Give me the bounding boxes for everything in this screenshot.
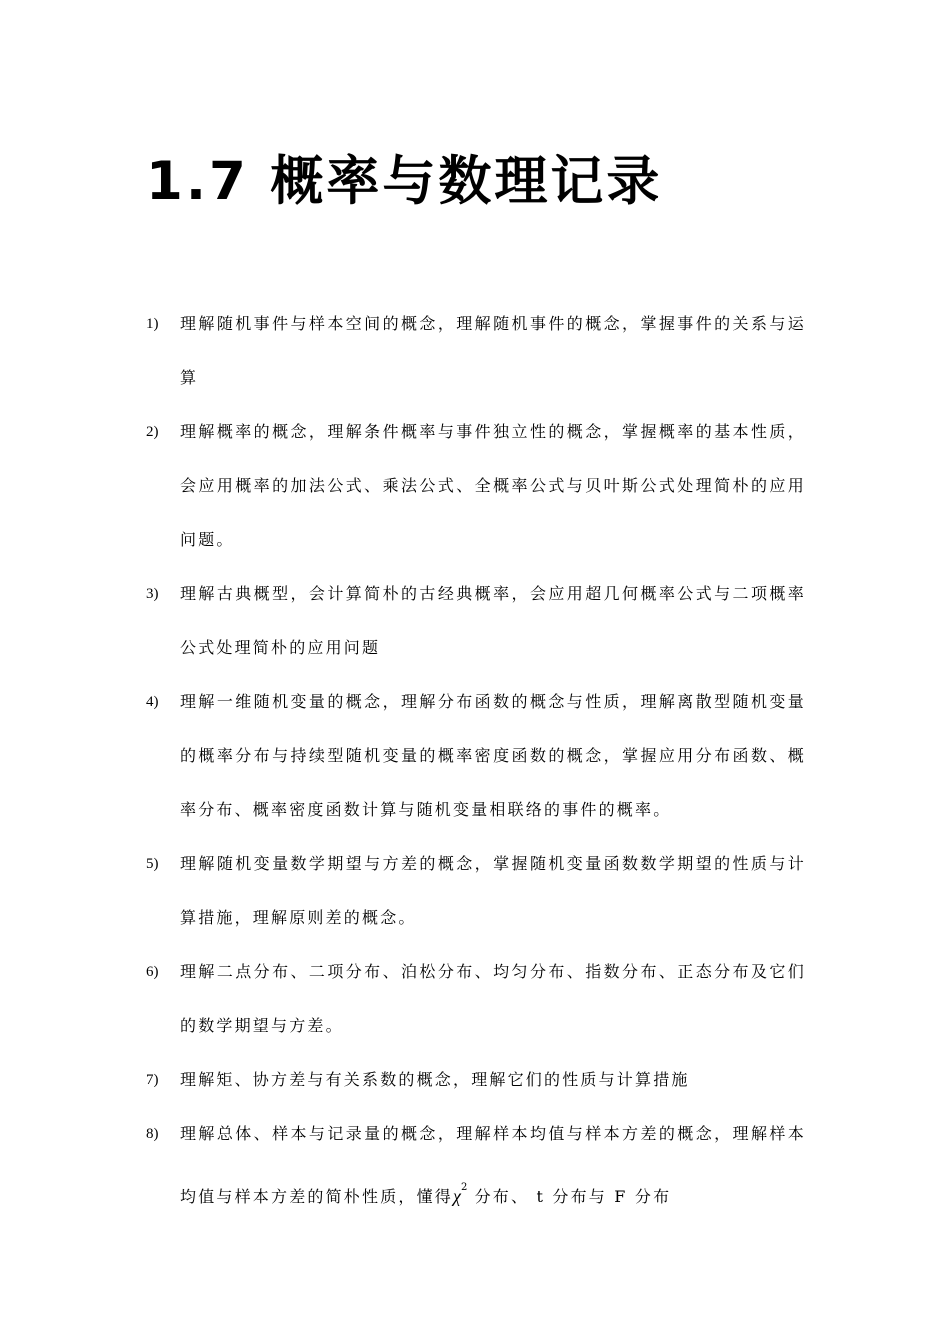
list-item-number: 5) <box>146 856 159 872</box>
list-item-text: 理解二点分布、二项分布、泊松分布、均匀分布、指数分布、正态分布及它们的数学期望与方差。 <box>180 962 806 1035</box>
list-item <box>146 837 806 945</box>
list-item-number: 1) <box>146 316 159 332</box>
list-item-number: 8) <box>146 1126 159 1142</box>
list-item-text: 理解随机变量数学期望与方差的概念，掌握随机变量函数数学期望的性质与计算措施，理解原则差的概念。 <box>180 854 806 927</box>
list-item-number: 3) <box>146 586 159 602</box>
list-item <box>146 1053 806 1107</box>
list-item-text: 理解矩、协方差与有关系数的概念，理解它们的性质与计算措施 <box>180 1070 690 1089</box>
list-item <box>146 297 806 405</box>
list-item <box>146 945 806 1053</box>
list-item-text: 理解古典概型，会计算简朴的古经典概率，会应用超几何概率公式与二项概率公式处理简朴的应用问题 <box>180 584 806 657</box>
list-item-number: 2) <box>146 424 159 440</box>
list-item <box>146 567 806 675</box>
list-item <box>146 1107 806 1224</box>
list-item-text: 理解一维随机变量的概念，理解分布函数的概念与性质，理解离散型随机变量的概率分布与持续型随机变量的概率密度函数的概念，掌握应用分布函数、概率分布、概率密度函数计算与随机变量相联络的事件的概率。 <box>180 692 806 819</box>
list-item-text-before: 理解总体、样本与记录量的概念，理解样本均值与样本方差的概念，理解样本均值与样本方差的简朴性质，懂得 <box>180 1124 806 1206</box>
list-item-text <box>180 1107 806 1224</box>
chi-square-symbol: χ <box>453 1186 461 1206</box>
list-item <box>146 405 806 567</box>
list-item-text-after: 分布、 t 分布与 F 分布 <box>474 1187 672 1206</box>
list-item-number: 6) <box>146 964 159 980</box>
list-item-text: 理解随机事件与样本空间的概念，理解随机事件的概念，掌握事件的关系与运算 <box>180 314 806 387</box>
list-item <box>146 675 806 837</box>
list-item-text: 理解概率的概念，理解条件概率与事件独立性的概念，掌握概率的基本性质，会应用概率的加法公式、乘法公式、全概率公式与贝叶斯公式处理简朴的应用问题。 <box>180 422 806 549</box>
chi-square-superscript: 2 <box>460 1182 468 1193</box>
list-item-number: 7) <box>146 1072 159 1088</box>
page-title: 1.7 概率与数理记录 <box>146 151 663 212</box>
objectives-list <box>146 297 806 1224</box>
list-item-number: 4) <box>146 694 159 710</box>
